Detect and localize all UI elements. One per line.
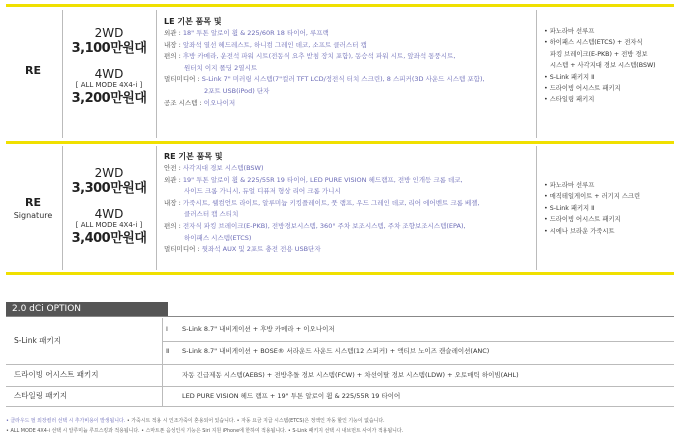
option-item: 시스템 + 사각지대 경보 시스템(BSW) bbox=[550, 62, 656, 70]
option-item: 파킹 브레이크(E-PKB) + 전방 경보 bbox=[550, 50, 648, 58]
spec-line: 클러스터 캡 스티치 bbox=[184, 210, 239, 219]
option-section-title: 2.0 dCi OPTION bbox=[6, 302, 168, 317]
price: 3,300만원대 bbox=[71, 181, 147, 196]
spec-line: 멀티미디어 : S-Link 7" 미러링 시스템(7"컬러 TFT LCD/정전식 터치 스크린), 8 스피커(3D 사운드 시스템 포함), bbox=[164, 75, 485, 84]
option-row-text: LED PURE VISION 헤드 램프 + 19" 투톤 알로이 휠 & 225/55R 19 타이어 bbox=[182, 392, 401, 400]
drive-mode: [ ALL MODE 4X4-i ] bbox=[75, 81, 143, 89]
column-divider bbox=[536, 10, 537, 138]
option-row-text: S-Link 8.7" 내비게이션 + BOSE® 서라운드 사운드 시스템(12 스피커) + 액티브 노이즈 캔슬레이션(ANC) bbox=[182, 347, 490, 355]
price-block bbox=[66, 26, 152, 107]
spec-line: 편의 : 후방 카메라, 운전석 파워 시트(전동식 요추 받침 장치 포함), 동승석 파워 시트, 앞좌석 통풍시트, bbox=[164, 52, 456, 61]
option-item: • 하이패스 시스템(ETCS) + 전자식 bbox=[544, 39, 643, 47]
spec-list bbox=[164, 16, 524, 109]
option-row-divider bbox=[6, 406, 674, 407]
trim-name: RE bbox=[25, 64, 41, 77]
column-divider bbox=[62, 146, 63, 270]
option-item: • 파노라마 선루프 bbox=[544, 28, 595, 35]
spec-line: 원터치 이지 폴딩 2열시트 bbox=[184, 63, 258, 72]
column-divider bbox=[162, 318, 163, 406]
spec-line: 하이패스 시스템(ETCS) bbox=[184, 233, 252, 242]
trim-name: RE Signature bbox=[6, 196, 60, 222]
option-header-rule bbox=[6, 316, 674, 317]
option-row-text: 자동 긴급제동 시스템(AEBS) + 전방추돌 경보 시스템(FCW) + 차선이탈 경보 시스템(LDW) + 오토매틱 하이빔(AHL) bbox=[182, 371, 519, 379]
price-block bbox=[66, 166, 152, 247]
option-row-label: 스타일링 패키지 bbox=[14, 391, 68, 400]
column-divider bbox=[156, 146, 157, 270]
option-row-label: S-Link 패키지 bbox=[14, 336, 61, 345]
option-list bbox=[544, 26, 674, 106]
option-row-divider bbox=[6, 364, 674, 365]
spec-title: LE 기본 품목 및 bbox=[164, 17, 222, 26]
drive-type: 2WD bbox=[94, 166, 124, 180]
spec-line: 외관 : 18" 투톤 알로이 휠 & 225/60R 18 타이어, 루프랙 bbox=[164, 29, 329, 37]
footnote-line: • 클라우드 펄 외장컬러 선택 시 추가비용이 발생됩니다. • 가죽시트 적용 시 인조가죽이 혼용되어 있습니다. • 자동 요금 지급 시스템(ETCS)은 정액인 자동 할인 기능이 없습니다. bbox=[6, 418, 385, 424]
drive-type: 2WD bbox=[94, 26, 124, 40]
spec-list bbox=[164, 151, 524, 256]
spec-line: 내장 : 가죽시트, 웰컴언트 라이트, 알루미늄 키킹플레이트, 풋 램프, 우드 그레인 데코, 리어 에어벤트 크롬 베젤, bbox=[164, 198, 480, 207]
spec-line: 안전 : 사각지대 경보 시스템(BSW) bbox=[164, 164, 264, 172]
column-divider bbox=[62, 10, 63, 138]
price: 3,400만원대 bbox=[71, 231, 147, 246]
option-roman-numeral: Ⅰ bbox=[166, 325, 168, 333]
option-row-divider bbox=[162, 341, 674, 342]
option-row-divider bbox=[6, 386, 674, 387]
option-item: • S-Link 패키지 Ⅱ bbox=[544, 204, 595, 212]
option-item: • 스타일링 패키지 bbox=[544, 96, 595, 104]
spec-line: 멀티미디어 : 뒷좌석 AUX 및 2포트 충전 전용 USB단자 bbox=[164, 245, 321, 254]
row-divider bbox=[6, 141, 674, 144]
option-row-text: S-Link 8.7" 내비게이션 + 후방 카메라 + 이오나이저 bbox=[182, 325, 335, 333]
drive-mode: [ ALL MODE 4X4-i ] bbox=[75, 221, 143, 229]
option-item: • 파노라마 선루프 bbox=[544, 182, 595, 189]
option-row-label: 드라이빙 어시스트 패키지 bbox=[14, 370, 99, 379]
spec-line: 공조 시스템 : 이오나이저 bbox=[164, 98, 236, 107]
drive-type: 4WD bbox=[94, 67, 124, 81]
option-list bbox=[544, 180, 674, 237]
option-item: • S-Link 패키지 Ⅱ bbox=[544, 73, 595, 81]
drive-type: 4WD bbox=[94, 207, 124, 221]
price: 3,200만원대 bbox=[71, 91, 147, 106]
top-yellow-rule bbox=[6, 4, 674, 7]
spec-line: 외관 : 19" 투톤 알로이 휠 & 225/55R 19 타이어, LED PURE VISION 헤드램프, 전방 인개등 크롬 데코, bbox=[164, 175, 463, 184]
spec-line: 사이드 크롬 가니시, 듀얼 디퓨저 형상 리어 크롬 가니시 bbox=[184, 187, 341, 196]
column-divider bbox=[156, 10, 157, 138]
price: 3,100만원대 bbox=[71, 41, 147, 56]
option-item: • 드라이빙 어시스트 패키지 bbox=[544, 216, 621, 224]
option-item: • 시에나 브라운 가죽시트 bbox=[544, 227, 615, 235]
option-item: • 매직테일게이트 + 러기지 스크린 bbox=[544, 193, 641, 201]
option-item: • 드라이빙 어시스트 패키지 bbox=[544, 85, 621, 93]
column-divider bbox=[536, 146, 537, 270]
spec-line: 2포트 USB(iPod) 단자 bbox=[204, 86, 270, 95]
option-roman-numeral: Ⅱ bbox=[166, 347, 170, 355]
spec-line: 편의 : 전자식 파킹 브레이크(E-PKB), 전방경보시스템, 360° 주차 보조시스템, 주차 조향보조시스템(EPA), bbox=[164, 221, 466, 230]
section-divider bbox=[6, 272, 674, 275]
spec-line: 내장 : 앞좌석 열선 헤드레스트, 하니컴 그레인 데코, 소프트 클러스터 캡 bbox=[164, 40, 367, 49]
trim-sub-name: Signature bbox=[13, 211, 53, 220]
footnote-line: • ALL MODE 4X4-i 선택 시 알루미늄 루프스킹과 적용됩니다. • 스마트폰 음성인식 기능은 Siri 지원 iPhone에 한하여 적용됩니다. • S-Link 패키지 선택 시 내브먼트 사이가 적용됩니다. bbox=[6, 428, 404, 434]
spec-title: RE 기본 품목 및 bbox=[164, 152, 223, 161]
